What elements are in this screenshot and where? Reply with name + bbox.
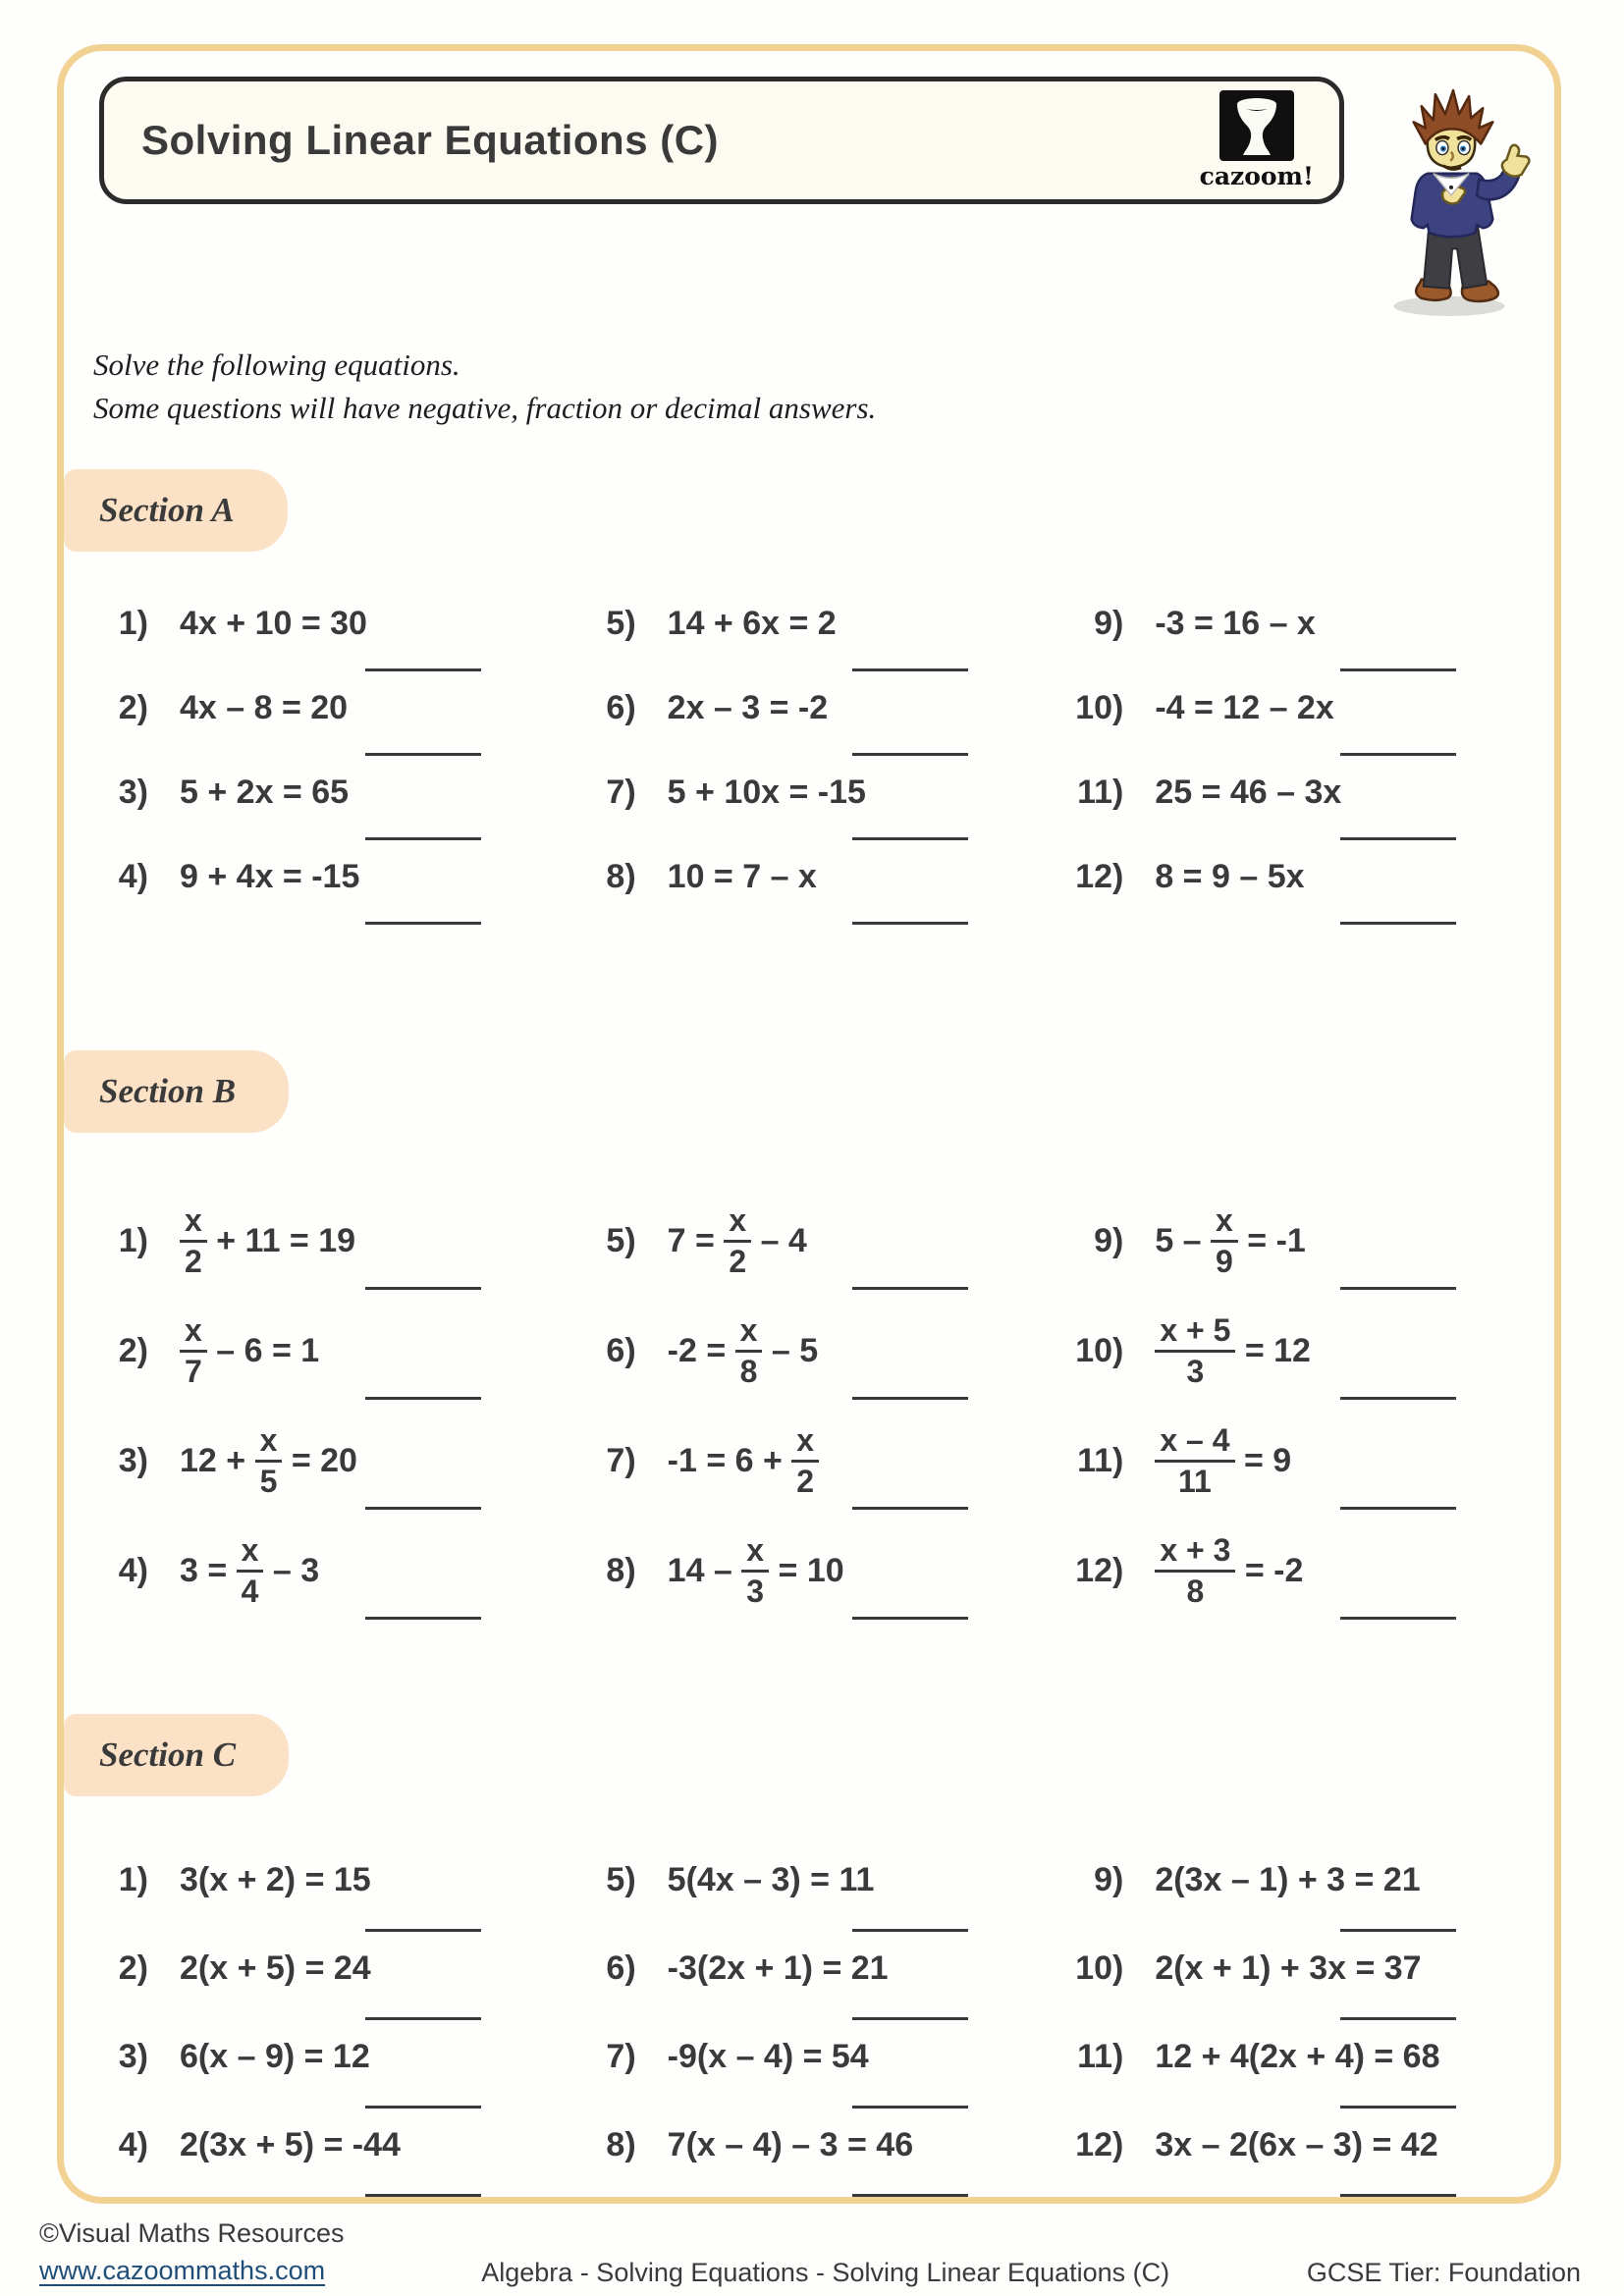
answer-blank [1340,2194,1456,2197]
answer-blank [1340,1617,1456,1620]
page-border [57,44,1561,2204]
equation-text: 14 – [667,1551,742,1589]
equation-text: 5 + 2x = 65 [180,774,350,812]
question-grid [64,599,1554,936]
question-number: 2) [118,1331,148,1369]
question-number: 11) [1077,2038,1124,2076]
equation [180,1861,371,1899]
answer-blank [365,1929,481,1932]
question [91,852,579,936]
fraction [180,1201,207,1279]
fraction [237,1531,264,1609]
question [1066,599,1554,683]
fraction [255,1421,283,1499]
question [1066,2032,1554,2120]
instructions [93,344,1515,430]
equation [180,1949,371,1988]
question [579,683,1067,768]
section-section-c [64,1714,1554,2209]
equation [668,1861,875,1899]
fraction-denominator: 8 [1186,1573,1205,1609]
question-number: 8) [606,1551,636,1589]
section-label: Section A [64,469,288,552]
equation-text: 4x + 10 = 30 [180,605,367,643]
instruction-line-1: Solve the following equations. [93,347,460,382]
equation-text: -9(x – 4) = 54 [667,2038,869,2076]
question [91,1296,579,1406]
equation-text: = 10 [769,1551,844,1589]
equation-text: -1 = 6 + [667,1441,792,1479]
fraction-numerator: x [741,1534,769,1573]
equation-text: 7(x – 4) – 3 = 46 [667,2126,914,2164]
answer-blank [852,753,968,756]
mascot-character [1368,82,1535,320]
equation-text: 6(x – 9) = 12 [180,2038,370,2076]
question-number: 4) [118,858,148,896]
equation-text: = -1 [1237,1221,1306,1259]
title-box [99,77,1344,204]
question [91,683,579,768]
fraction-numerator: x [180,1204,207,1243]
equation-text: 2(3x + 5) = -44 [180,2126,401,2164]
question [579,1944,1067,2032]
fraction [791,1421,819,1499]
sections [64,469,1554,2209]
question-number: 7) [606,774,636,812]
question-number: 1) [118,605,148,643]
question [1066,1296,1554,1406]
question [91,2120,579,2209]
equation-text: 8 = 9 – 5x [1155,858,1305,896]
answer-blank [852,1507,968,1510]
question-number: 5) [606,605,636,643]
fraction-denominator: 7 [185,1353,202,1389]
question [1066,1186,1554,1296]
answer-blank [365,668,481,671]
answer-blank [1340,668,1456,671]
equation [1155,2126,1437,2164]
page-title: Solving Linear Equations (C) [141,117,720,163]
fraction-numerator: x + 5 [1155,1314,1235,1353]
equation [1155,858,1304,896]
question [579,768,1067,852]
equation-text: 4x – 8 = 20 [180,689,349,727]
question-number: 7) [606,1441,636,1479]
fraction-numerator: x [791,1424,819,1463]
fraction [1155,1531,1235,1609]
fraction [180,1311,207,1389]
fraction [735,1311,763,1389]
equation-text: 12 + [180,1441,255,1479]
question-number: 1) [118,1221,148,1259]
equation [667,1201,807,1279]
equation [180,1311,320,1389]
question-number: 3) [118,774,148,812]
equation-text: = 20 [282,1441,357,1479]
question-number: 1) [118,1861,148,1899]
answer-blank [852,837,968,840]
equation-text: 7 = [667,1221,725,1259]
fraction [1155,1421,1234,1499]
fraction-denominator: 2 [185,1243,202,1279]
copyright-text: ©Visual Maths Resources [39,2218,345,2249]
section-label: Section C [64,1714,289,1796]
answer-blank [365,1397,481,1400]
fraction-denominator: 2 [796,1463,815,1499]
fraction [1211,1201,1238,1279]
equation [668,858,817,896]
answer-blank [1340,2017,1456,2020]
question [91,2032,579,2120]
equation-text: 2(x + 1) + 3x = 37 [1155,1949,1422,1988]
question-number: 12) [1075,858,1124,896]
question [579,1855,1067,1944]
fraction-numerator: x [735,1314,763,1353]
fraction-numerator: x [180,1314,207,1353]
fraction [741,1531,769,1609]
equation [180,858,359,896]
question-number: 12) [1075,1551,1124,1589]
answer-blank [1340,1929,1456,1932]
question [579,599,1067,683]
question [1066,768,1554,852]
question-number: 11) [1077,774,1124,812]
equation [667,1421,819,1499]
equation [180,605,367,643]
question [579,2120,1067,2209]
question-number: 8) [606,858,636,896]
equation-text: 2(3x – 1) + 3 = 21 [1155,1861,1421,1899]
fraction-denominator: 3 [746,1573,765,1609]
equation [180,2038,370,2076]
question-number: 9) [1094,605,1124,643]
question [91,1516,579,1626]
question [579,1186,1067,1296]
equation-text: 3x – 2(6x – 3) = 42 [1155,2126,1438,2164]
answer-blank [852,1287,968,1290]
equation [1155,605,1316,643]
question [1066,1516,1554,1626]
equation [1155,1531,1304,1609]
equation-text: – 6 = 1 [206,1331,320,1369]
section-section-a [64,469,1554,936]
question-number: 12) [1075,2126,1124,2164]
question [91,1406,579,1516]
answer-blank [1340,922,1456,925]
question [1066,1855,1554,1944]
question-number: 7) [606,2038,636,2076]
breadcrumb: Algebra - Solving Equations - Solving Linear Equations (C) [481,2258,1170,2287]
answer-blank [365,1617,481,1620]
question-number: 10) [1075,689,1124,727]
question [579,2032,1067,2120]
question-grid [64,1855,1554,2209]
fraction-denominator: 5 [259,1463,278,1499]
question-number: 4) [118,2126,148,2164]
equation-text: 5(4x – 3) = 11 [667,1861,875,1899]
equation [667,1531,844,1609]
equation-text: -3 = 16 – x [1155,605,1316,643]
equation [180,1421,357,1499]
fraction-numerator: x + 3 [1155,1534,1235,1573]
answer-blank [852,922,968,925]
footer-credits [39,2216,345,2290]
question-number: 5) [606,1861,636,1899]
question [91,1855,579,1944]
equation [668,605,837,643]
question-number: 9) [1094,1861,1124,1899]
section-label: Section B [64,1050,289,1133]
equation [1155,689,1333,727]
question-grid [64,1186,1554,1626]
answer-blank [365,922,481,925]
question-number: 10) [1075,1331,1124,1369]
answer-blank [365,2017,481,2020]
question-number: 6) [606,1949,636,1988]
drum-icon [1219,90,1294,161]
equation [180,2126,401,2164]
equation [180,1531,320,1609]
equation-text: 10 = 7 – x [667,858,817,896]
equation [180,774,349,812]
answer-blank [1340,2106,1456,2109]
question [579,1296,1067,1406]
equation-text: 9 + 4x = -15 [180,858,360,896]
question [579,1406,1067,1516]
fraction-denominator: 4 [241,1573,259,1609]
question-number: 3) [118,2038,148,2076]
equation [1155,1949,1421,1988]
question [1066,1406,1554,1516]
answer-blank [1340,1397,1456,1400]
equation-text: 3 = [180,1551,237,1589]
equation-text: 25 = 46 – 3x [1155,774,1342,812]
equation [667,1311,819,1389]
equation-text: + 11 = 19 [206,1221,356,1259]
cazoom-logo [1200,90,1314,190]
instruction-line-2: Some questions will have negative, fraction or decimal answers. [93,391,877,426]
equation [1155,774,1341,812]
fraction-denominator: 8 [739,1353,758,1389]
answer-blank [365,2106,481,2109]
answer-blank [1340,1287,1456,1290]
answer-blank [852,1397,968,1400]
answer-blank [852,2194,968,2197]
question [91,768,579,852]
equation [668,774,866,812]
answer-blank [852,2106,968,2109]
equation [1155,1861,1420,1899]
fraction [724,1201,751,1279]
answer-blank [365,2194,481,2197]
question-number: 5) [606,1221,636,1259]
question [579,1516,1067,1626]
equation-text: 2x – 3 = -2 [667,689,829,727]
question-number: 10) [1075,1949,1124,1988]
equation-text: -2 = [667,1331,735,1369]
equation-text: 3(x + 2) = 15 [180,1861,371,1899]
equation [668,689,829,727]
fraction-numerator: x [1211,1204,1238,1243]
equation [1155,1201,1306,1279]
answer-blank [365,1507,481,1510]
equation-text: 12 + 4(2x + 4) = 68 [1155,2038,1440,2076]
fraction-denominator: 11 [1178,1463,1212,1499]
question [1066,683,1554,768]
answer-blank [365,1287,481,1290]
question [1066,852,1554,936]
answer-blank [852,1929,968,1932]
equation-text: 5 + 10x = -15 [667,774,866,812]
fraction-numerator: x [724,1204,751,1243]
question [1066,2120,1554,2209]
answer-blank [852,668,968,671]
equation-text: – 4 [751,1221,807,1259]
question-number: 2) [118,1949,148,1988]
question [91,599,579,683]
equation [668,2038,869,2076]
equation [180,689,348,727]
question-number: 4) [118,1551,148,1589]
fraction [1155,1311,1235,1389]
fraction-numerator: x [237,1534,264,1573]
answer-blank [852,2017,968,2020]
fraction-numerator: x – 4 [1155,1424,1234,1463]
section-section-b [64,1050,1554,1626]
fraction-denominator: 3 [1186,1353,1205,1389]
question [579,852,1067,936]
answer-blank [1340,753,1456,756]
title-row [99,77,1535,320]
question-number: 6) [606,1331,636,1369]
question [91,1186,579,1296]
answer-blank [1340,837,1456,840]
question-number: 3) [118,1441,148,1479]
equation-text: = 12 [1235,1331,1311,1369]
question [1066,1944,1554,2032]
equation-text: = -2 [1235,1551,1304,1589]
answer-blank [365,753,481,756]
equation [1155,1421,1292,1499]
answer-blank [1340,1507,1456,1510]
equation-text: -4 = 12 – 2x [1155,689,1334,727]
equation [668,1949,889,1988]
equation [668,2126,913,2164]
equation [1155,1311,1311,1389]
equation [1155,2038,1439,2076]
equation-text: 2(x + 5) = 24 [180,1949,371,1988]
tier-label: GCSE Tier: Foundation [1306,2258,1581,2287]
fraction-denominator: 2 [729,1243,747,1279]
question [91,1944,579,2032]
question-number: 9) [1094,1221,1124,1259]
fraction-denominator: 9 [1216,1243,1233,1279]
equation-text: -3(2x + 1) = 21 [667,1949,889,1988]
website-link[interactable]: www.cazoommaths.com [39,2256,326,2286]
logo-text: cazoom! [1199,162,1314,190]
answer-blank [365,837,481,840]
answer-blank [852,1617,968,1620]
equation-text: = 9 [1234,1441,1292,1479]
question-number: 8) [606,2126,636,2164]
equation [180,1201,356,1279]
question-number: 6) [606,689,636,727]
equation-text: – 3 [263,1551,320,1589]
equation-text: 5 – [1155,1221,1212,1259]
footer [39,2216,1581,2290]
question-number: 11) [1077,1441,1124,1479]
equation-text: – 5 [762,1331,819,1369]
fraction-numerator: x [255,1424,283,1463]
equation-text: 14 + 6x = 2 [667,605,837,643]
question-number: 2) [118,689,148,727]
